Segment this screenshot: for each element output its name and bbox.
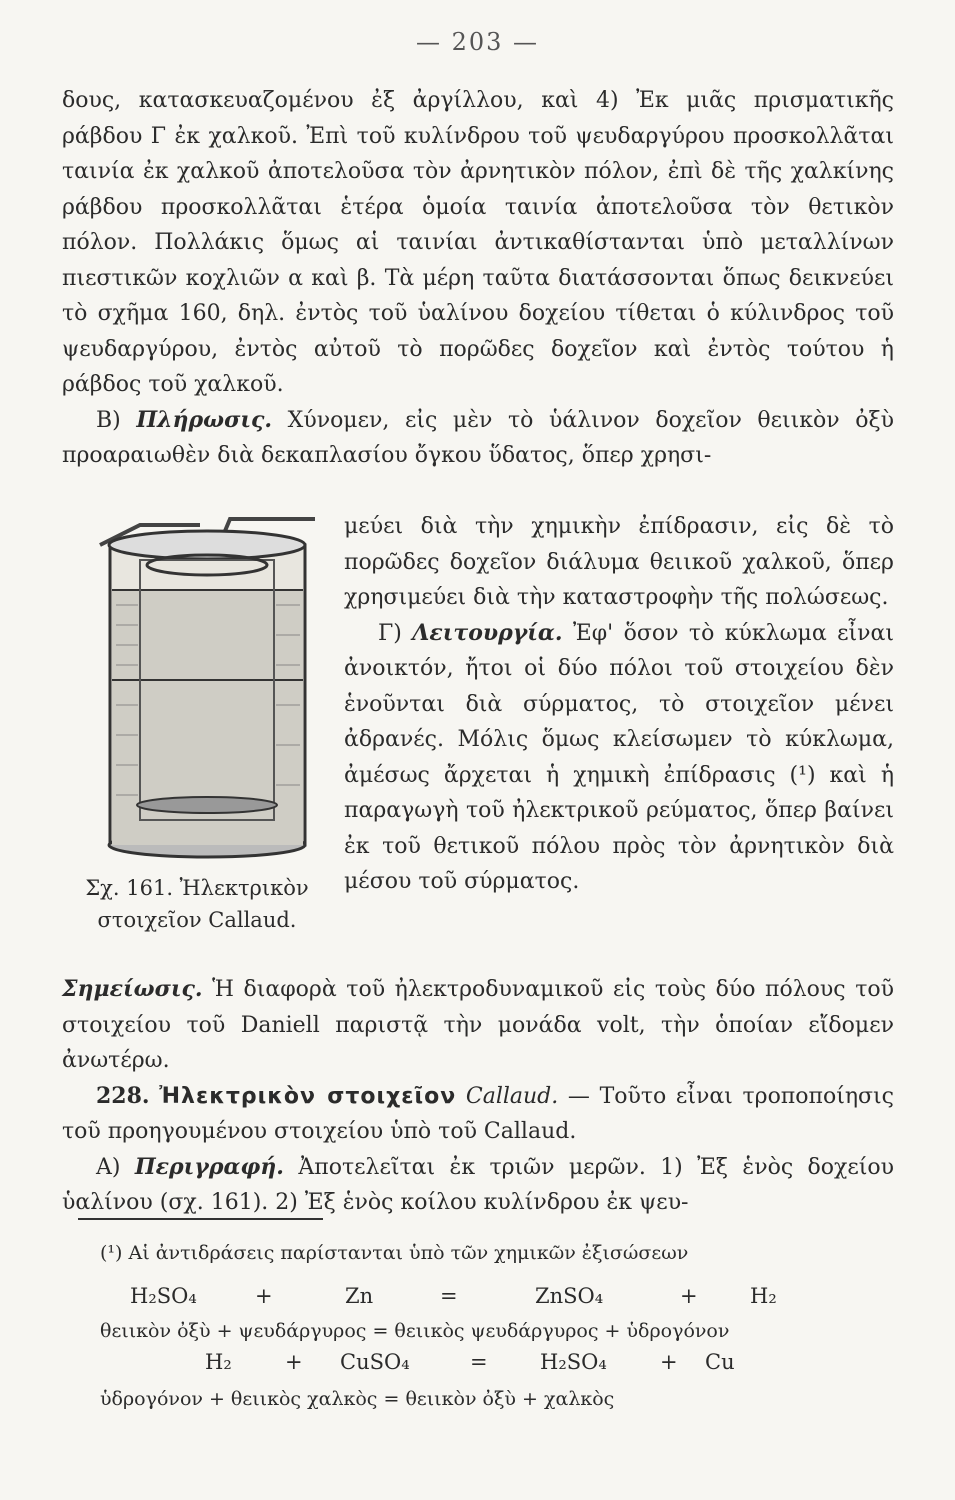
eq2-b: CuSO₄ (340, 1350, 410, 1374)
caption-line: Σχ. 161. Ἠλεκτρικὸν (85, 876, 309, 900)
description-text: Ἀποτελεῖται ἐκ τριῶν μερῶν. 1) Ἐξ ἑνὸς δοχείου ὑαλίνου (σχ. 161). 2) Ἐξ ἑνὸς κοίλου κυλίνδρου ἐκ ψευ- (62, 1154, 894, 1215)
eq2-c: H₂SO₄ (540, 1350, 607, 1374)
footnote-rule (78, 1218, 323, 1220)
section-text: — Τοῦτο εἶναι τροποποίησις τοῦ προηγουμένου στοιχείου ὑπὸ τοῦ Callaud. (62, 1083, 894, 1144)
filling-paragraph (62, 403, 894, 474)
section-title-italic: Callaud. (465, 1083, 559, 1109)
eq1-d: H₂ (750, 1284, 777, 1308)
lower-section (62, 972, 894, 1221)
figure-caption (62, 872, 332, 936)
paragraph-continuation (62, 83, 894, 474)
eq2-a: H₂ (205, 1350, 232, 1374)
footnote-intro: (¹) Αἱ ἀντιδράσεις παρίστανται ὑπὸ τῶν χημικῶν ἐξισώσεων (100, 1242, 689, 1264)
section-228 (62, 1079, 894, 1150)
section-number: 228. (96, 1082, 150, 1109)
equation-2-words: ὑδρογόνον + θειικὸς χαλκὸς = θειικὸν ὀξὺ + χαλκὸς (100, 1388, 615, 1410)
wrapped-text: μεύει διὰ τὴν χημικὴν ἐπίδρασιν, εἰς δὲ τὸ πορῶδες δοχεῖον διάλυμα θειικοῦ χαλκοῦ, ὅπερ χρησιμεύει διὰ τὴν καταστροφὴν τῆς πολώσεως. (344, 514, 894, 610)
eq1-eq: = (440, 1284, 458, 1308)
note-text: Ἡ διαφορὰ τοῦ ἠλεκτροδυναμικοῦ εἰς τοὺς δύο πόλους τοῦ στοιχείου τοῦ Daniell παριστᾷ τὴν μονάδα volt, τὴν ὁποίαν εἴδομεν ἀνωτέρω. (62, 977, 894, 1073)
eq1-op1: + (255, 1284, 273, 1308)
note-heading: Σημείωσις. (62, 976, 203, 1002)
operation-heading: Λειτουργία. (412, 619, 563, 646)
eq1-c: ZnSO₄ (535, 1284, 604, 1308)
filling-label: Β) (96, 407, 121, 433)
operation-paragraph (344, 616, 894, 900)
eq2-d: Cu (705, 1350, 735, 1374)
callaud-cell-figure (80, 505, 330, 865)
filling-heading: Πλήρωσις. (136, 406, 273, 433)
description-paragraph (62, 1150, 894, 1221)
filling-text: Χύνομεν, εἰς μὲν τὸ ὑάλινον δοχεῖον θειικὸν ὀξὺ προαραιωθὲν διὰ δεκαπλασίου ὄγκου ὕδατος, ὅπερ χρησι- (62, 407, 894, 468)
operation-label: Γ) (378, 620, 402, 646)
page-number: — 203 — (415, 28, 540, 56)
eq2-op2: + (660, 1350, 678, 1374)
eq1-a: H₂SO₄ (130, 1284, 197, 1308)
caption-line: στοιχεῖον Callaud. (97, 908, 297, 932)
section-title: Ἠλεκτρικὸν στοιχεῖον (159, 1083, 457, 1109)
description-label: Α) (96, 1154, 121, 1180)
description-heading: Περιγραφή. (134, 1153, 284, 1180)
eq1-op2: + (680, 1284, 698, 1308)
eq1-b: Zn (345, 1284, 374, 1308)
operation-text: Ἐφ' ὅσον τὸ κύκλωμα εἶναι ἀνοικτόν, ἤτοι οἱ δύο πόλοι τοῦ στοιχείου δὲν ἑνοῦνται διὰ σύρματος, τὸ στοιχεῖον μένει ἀδρανές. Μόλις ὅμως κλείσωμεν τὸ κύκλωμα, ἀμέσως ἄρχεται ἡ χημικὴ ἐπίδρασις (¹) καὶ ἡ παραγωγὴ τοῦ ἠλεκτρικοῦ ρεύματος, ὅπερ βαίνει ἐκ τοῦ θετικοῦ πόλου πρὸς τὸν ἀρνητικὸν διὰ μέσου τοῦ σύρματος. (344, 620, 894, 894)
note-paragraph (62, 972, 894, 1079)
paragraph-text: δους, κατασκευαζομένου ἐξ ἀργίλλου, καὶ 4) Ἐκ μιᾶς πρισματικῆς ράβδου Γ ἐκ χαλκοῦ. Ἐπὶ τοῦ κυλίνδρου τοῦ ψευδαργύρου προσκολλᾶται ταινία ἐκ χαλκοῦ ἀποτελοῦσα τὸν ἀρνητικὸν πόλον, ἐπὶ δὲ τῆς χαλκίνης ράβδου προσκολλᾶται ἑτέρα ὁμοία ταινία ἀποτελοῦσα τὸν θετικὸν πόλον. Πολλάκις ὅμως αἱ ταινίαι ἀντικαθίστανται ὑπὸ μεταλλίνων πιεστικῶν κοχλιῶν α καὶ β. Τὰ μέρη ταῦτα διατάσσονται ὅπως δεικνεύει τὸ σχῆμα 160, δηλ. ἐντὸς τοῦ ὑαλίνου δοχείου τίθεται ὁ κύλινδρος τοῦ ψευδαργύρου, ἐντὸς αὐτοῦ τὸ πορῶδες δοχεῖον καὶ ἐντὸς τούτου ἡ ράβδος τοῦ χαλκοῦ. (62, 88, 894, 397)
eq2-eq: = (470, 1350, 488, 1374)
equation-1-words: θειικὸν ὀξὺ + ψευδάργυρος = θειικὸς ψευδάργυρος + ὑδρογόνον (100, 1320, 730, 1342)
wrapped-column (344, 509, 894, 900)
eq2-op1: + (285, 1350, 303, 1374)
